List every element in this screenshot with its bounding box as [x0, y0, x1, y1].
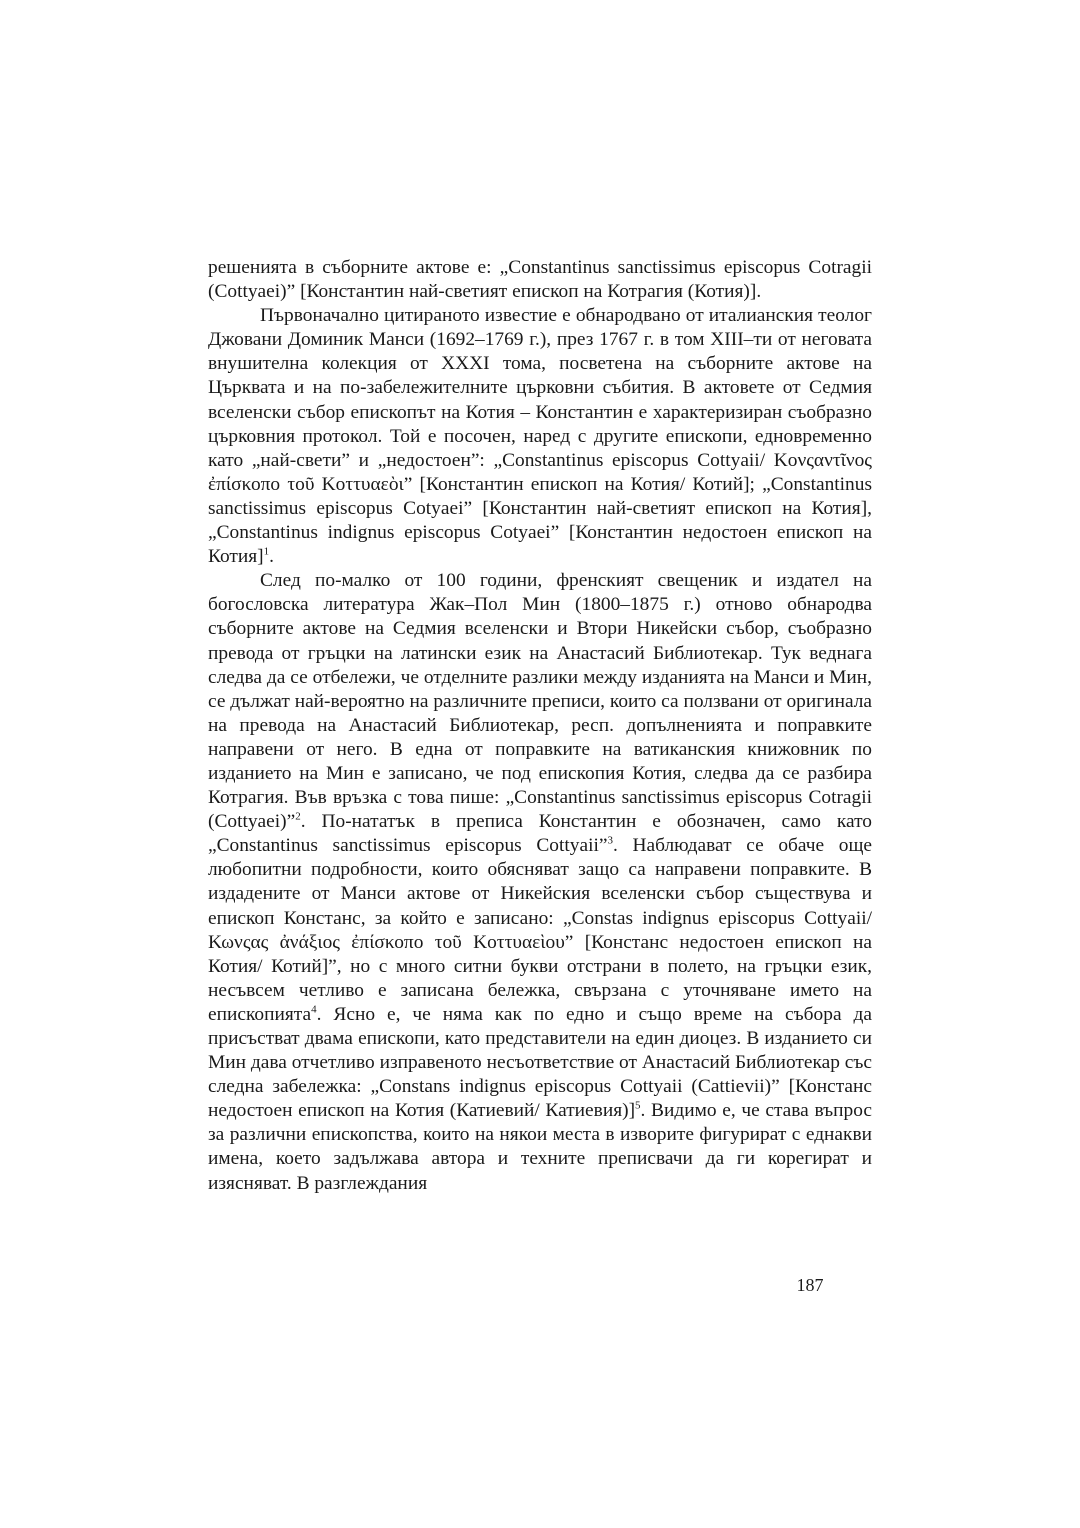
paragraph-3	[208, 569, 872, 1195]
page-body	[208, 256, 872, 1196]
footnote-ref-2[interactable]: 2	[295, 810, 301, 823]
text-segment: . Наблюдават се обаче още любопитни подробности, които обясняват защо са направени поправките. В издадените от Манси актове от Никейския вселенски събор съществува и епископ Констанс, за който е записано: „Constas indignus episcopus Cottyaii/ Κωνςας ἀνάξιος ἐπίσκοπο τοῦ Κοττυαεὶου” [Констанс недостоен епископ на Котия/ Котий]”, но с много ситни букви отстрани в полето, на гръцки език, несъвсем четливо е записана бележка, свързана с уточняване името на епископията	[208, 835, 872, 1025]
text-segment: . Видимо е, че става въпрос за различни епископства, които на някои места в изворите фигурират с еднакви имена, което задължава автора и техните преписвачи да ги корегират и изясняват. В разглеждания	[208, 1100, 872, 1194]
text-segment: решенията в съборните актове е: „Constantinus sanctissimus episcopus Cotragii (Cottyaei)” [Константин най-светият епископ на Котрагия (Котия)].	[208, 257, 872, 303]
paragraph-2	[208, 304, 872, 569]
page-number: 187	[796, 1275, 824, 1295]
footnote-ref-3[interactable]: 3	[607, 834, 613, 847]
text-segment: . По-нататък в преписа Константин е обозначен, само като „Constantinus sanctissimus episcopus Cottyaii”	[208, 811, 872, 857]
text-segment: След по-малко от 100 години, френският свещеник и издател на богословска литература Жак–Пол Мин (1800–1875 г.) отново обнародва съборните актове на Седмия вселенски и Втори Никейски събор, съобразно превода от гръцки на латински език на Анастасий Библиотекар. Тук веднага следва да се отбележи, че отделните разлики между изданията на Манси и Мин, се дължат най-вероятно на различните преписи, които са ползвани от оригинала на превода на Анастасий Библиотекар, респ. допълненията и поправките направени от него. В една от поправките на ватиканския книжовник по изданието на Мин е записано, че под епископия Котия, следва да се разбира Котрагия. Във връзка с това пише: „Constantinus sanctissimus episcopus Cotragii (Cottyaei)”	[208, 570, 873, 833]
text-segment: Първоначално цитираното известие е обнародвано от италианския теолог Джовани Доминик Манси (1692–1769 г.), през 1767 г. в том XIII–ти от неговата внушителна колекция от XXXI тома, посветена на съборните актове на Църквата и на по-забележителните църковни събития. В актовете от Седмия вселенски събор епископът на Котия – Константин е характеризиран съобразно църковния протокол. Той е посочен, наред с другите епископи, едновременно като „най-свети” и „недостоен”: „Constantinus episcopus Cottyaii/ Κονςαντῖνος ἐπίσκοπο τοῦ Κοττυαεὸι” [Константин епископ на Котия/ Котий]; „Constantinus sanctissimus episcopus Cotyaei” [Константин най-светият епископ на Котия], „Constantinus indignus episcopus Cotyaei” [Константин недостоен епископ на Котия]	[208, 305, 872, 568]
text-segment: . Ясно е, че няма как по едно и също време на събора да присъстват двама епископи, като представители на един диоцез. В изданието си Мин дава отчетливо изправеното несъответствие от Анастасий Библиотекар със следна забележка: „Constans indignus episcopus Cottyaii (Cattievii)” [Констанс недостоен епископ на Котия (Катиевий/ Катиевия)]	[208, 1003, 872, 1122]
footnote-ref-5[interactable]: 5	[635, 1099, 641, 1112]
footnote-ref-4[interactable]: 4	[311, 1003, 317, 1016]
text-segment: .	[269, 546, 274, 568]
paragraph-1	[208, 256, 872, 304]
footnote-ref-1[interactable]: 1	[263, 545, 270, 558]
